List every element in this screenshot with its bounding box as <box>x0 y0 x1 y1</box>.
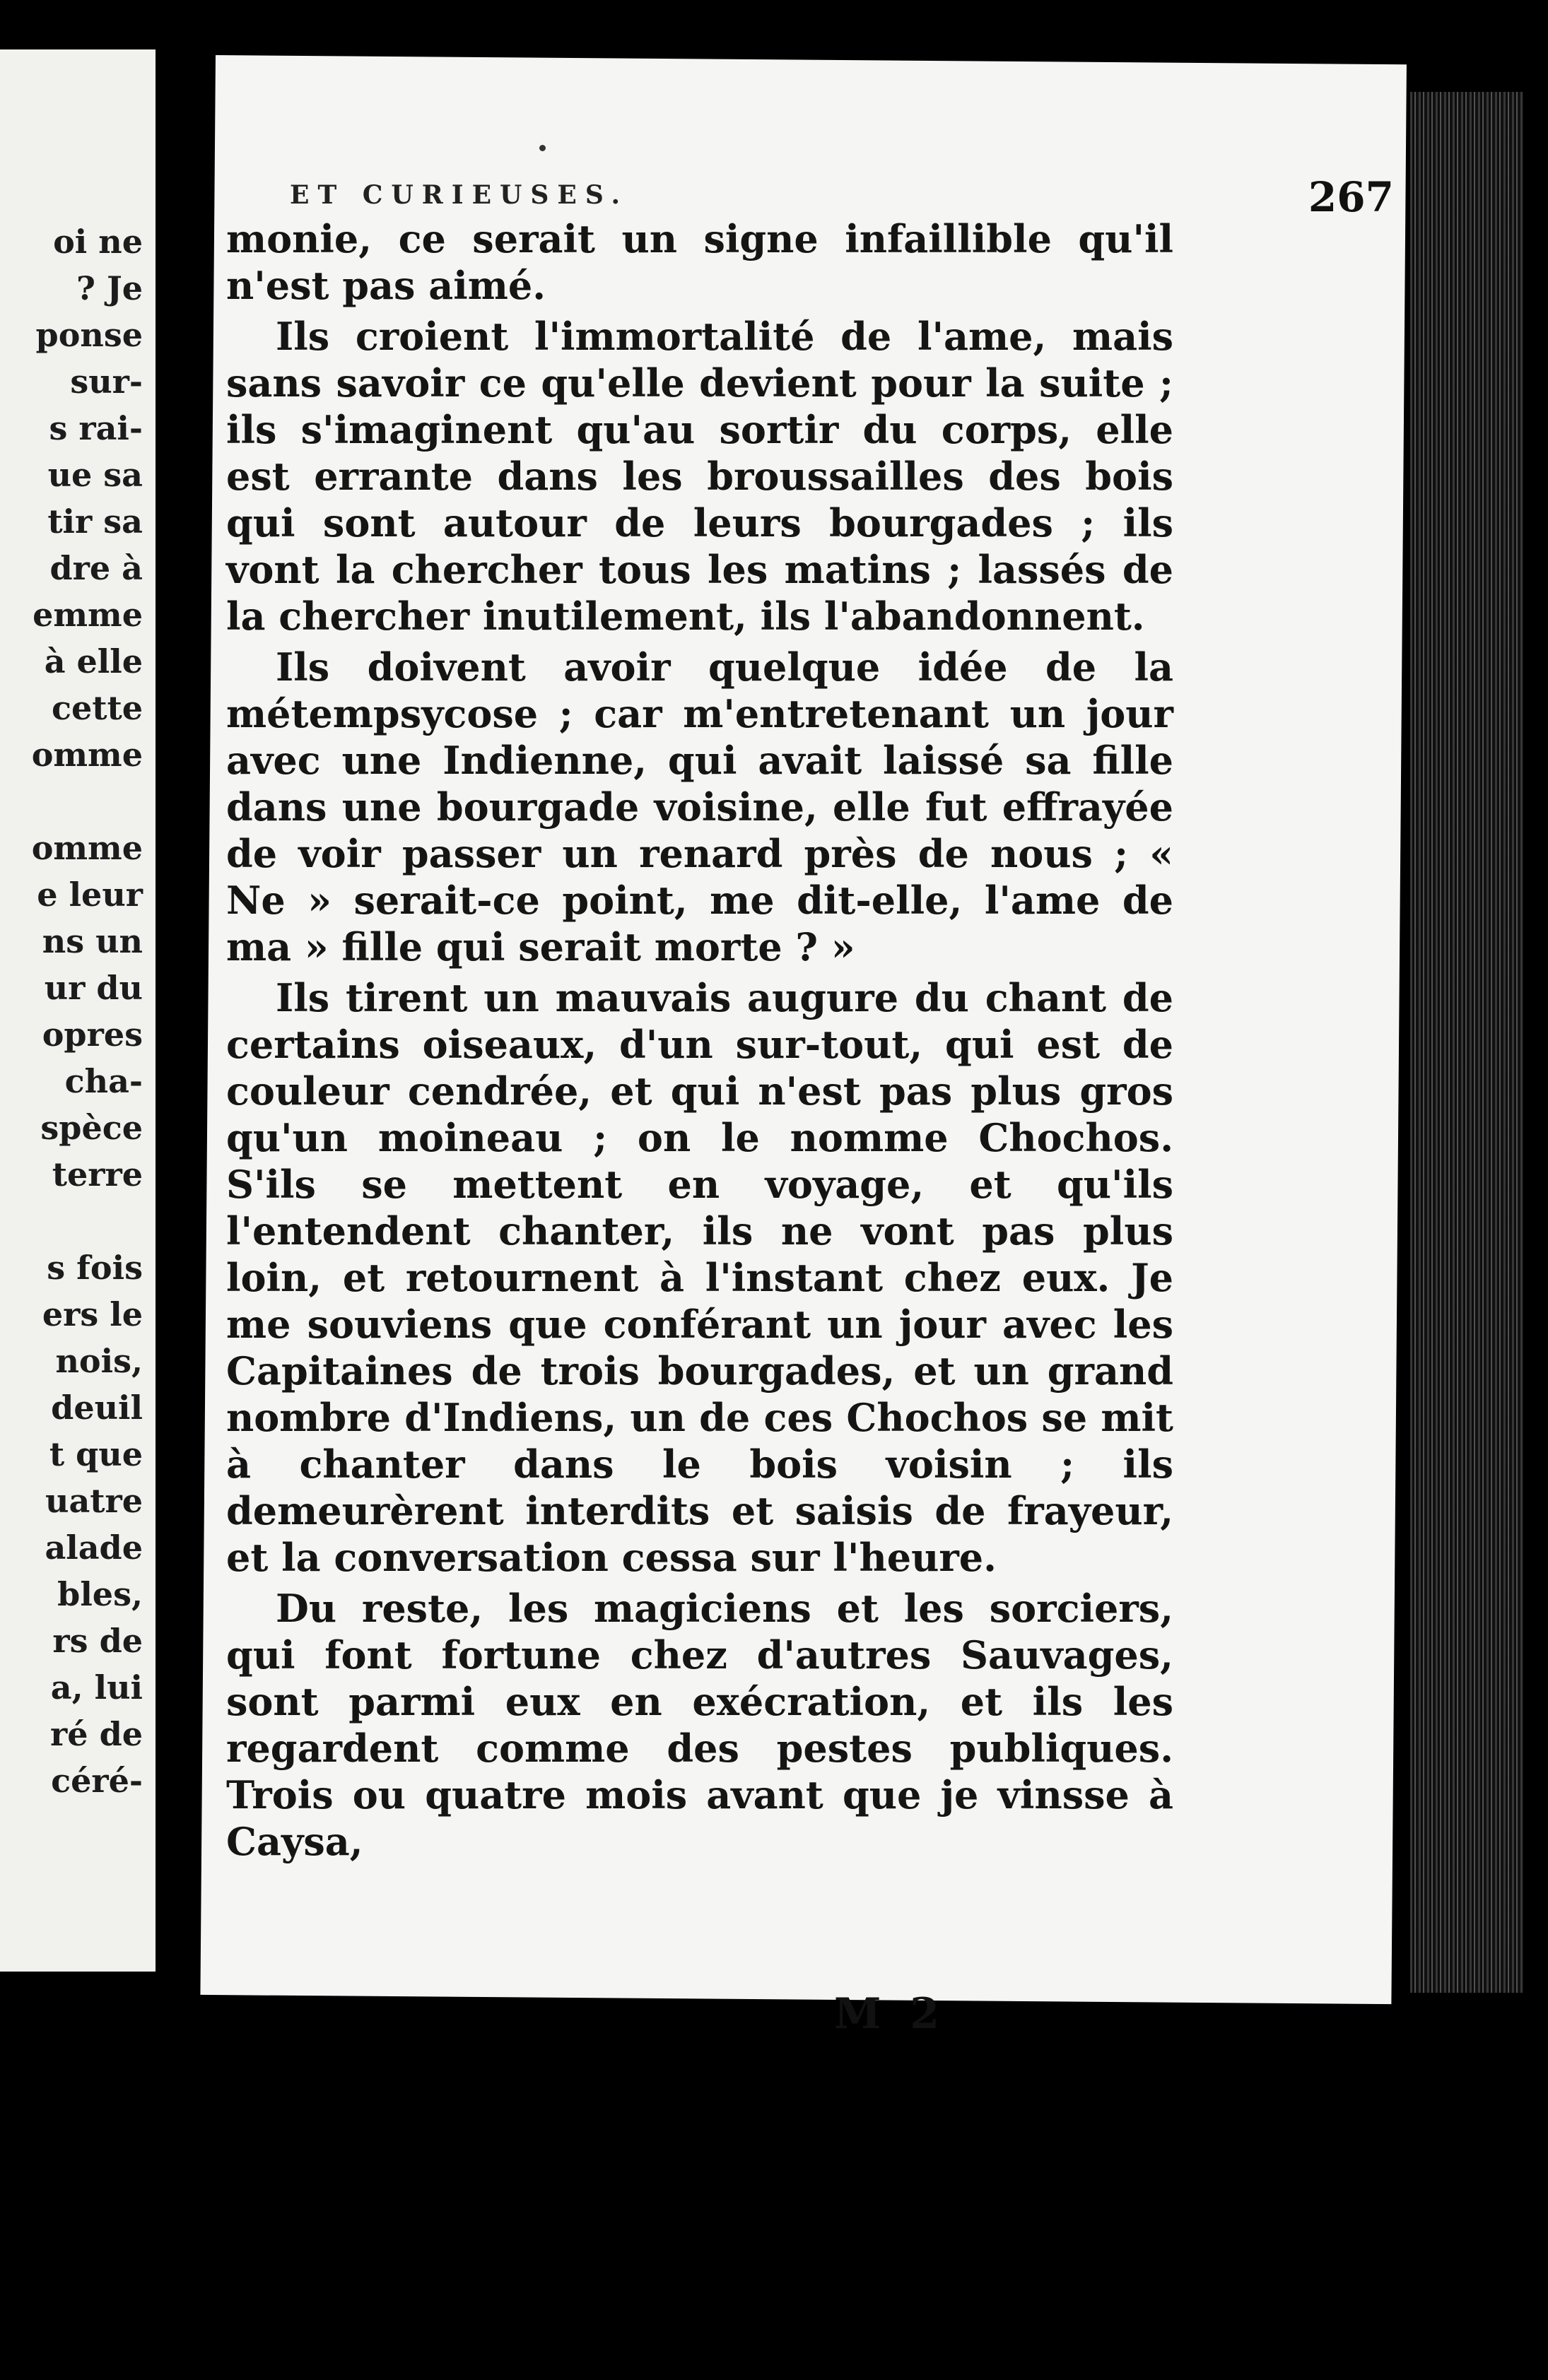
facing-page-fragment: deuil <box>51 1389 143 1427</box>
facing-page-fragment: sur- <box>70 363 143 401</box>
facing-page-fragment: omme <box>31 829 143 867</box>
paragraph: monie, ce serait un signe infaillible qu'il n'est pas aimé. <box>226 216 1173 308</box>
facing-page-fragment: opres <box>42 1015 143 1054</box>
facing-page-fragment: ue sa <box>47 456 143 494</box>
page-mark <box>539 145 546 151</box>
facing-page-fragment: cha- <box>64 1062 143 1100</box>
facing-page-fragment: emme <box>33 596 143 634</box>
facing-page-fragment: s fois <box>47 1249 143 1287</box>
body-text <box>226 216 1173 1869</box>
facing-page-fragment: alade <box>45 1528 143 1567</box>
facing-page-fragment: s rai- <box>49 409 143 447</box>
facing-page-fragment: rs de <box>52 1622 143 1660</box>
facing-page <box>0 49 156 1972</box>
facing-page-fragment: omme <box>31 736 143 774</box>
book-page-edges <box>1410 92 1523 1993</box>
facing-page-fragment: ers le <box>42 1295 143 1333</box>
facing-page-fragment: ? Je <box>76 269 143 307</box>
facing-page-fragment: à elle <box>44 642 143 681</box>
facing-page-fragment: cette <box>51 689 143 727</box>
facing-page-fragment: ponse <box>35 316 143 354</box>
facing-page-fragment: céré- <box>51 1762 143 1800</box>
facing-page-fragment: oi ne <box>53 223 143 261</box>
paragraph: Ils croient l'immortalité de l'ame, mais sans savoir ce qu'elle devient pour la suite ; ils s'imaginent qu'au sortir du corps, elle est errante dans les broussailles des bois qui sont autour de leurs bourgades ; ils vont la chercher tous les matins ; lassés de la chercher inutilement, ils l'abandonnent. <box>226 314 1173 639</box>
facing-page-fragment: a, lui <box>50 1668 143 1707</box>
facing-page-fragment: ur du <box>44 969 143 1007</box>
signature-mark: M 2 <box>834 1989 947 2039</box>
running-head: ET CURIEUSES. <box>290 180 629 210</box>
facing-page-fragment: t que <box>49 1435 143 1473</box>
facing-page-fragment: terre <box>52 1155 143 1194</box>
paragraph: Ils doivent avoir quelque idée de la métempsycose ; car m'entretenant un jour avec une Indienne, qui avait laissé sa fille dans une bourgade voisine, elle fut effrayée de voir passer un renard près de nous ; « Ne » serait-ce point, me dit-elle, l'ame de ma » fille qui serait morte ? » <box>226 644 1173 970</box>
facing-page-fragment: ns un <box>42 922 143 960</box>
facing-page-fragment: spèce <box>40 1109 143 1147</box>
facing-page-fragment: e leur <box>37 876 143 914</box>
facing-page-fragment: tir sa <box>47 502 143 541</box>
facing-page-fragment: nois, <box>55 1342 143 1380</box>
facing-page-fragment: ré de <box>50 1715 143 1753</box>
facing-page-fragment: uatre <box>45 1482 143 1520</box>
paragraph: Ils tirent un mauvais augure du chant de certains oiseaux, d'un sur-tout, qui est de couleur cendrée, et qui n'est pas plus gros qu'un moineau ; on le nomme Chochos. S'ils se mettent en voyage, et qu'ils l'entendent chanter, ils ne vont pas plus loin, et retournent à l'instant chez eux. Je me souviens que conférant un jour avec les Capitaines de trois bourgades, et un grand nombre d'Indiens, un de ces Chochos se mit à chanter dans le bois voisin ; ils demeurèrent interdits et saisis de frayeur, et la conversation cessa sur l'heure. <box>226 975 1173 1580</box>
facing-page-fragment: dre à <box>49 549 143 587</box>
page-number: 267 <box>1308 173 1394 221</box>
facing-page-fragment: bles, <box>57 1575 143 1613</box>
paragraph: Du reste, les magiciens et les sorciers, qui font fortune chez d'autres Sauvages, sont parmi eux en exécration, et ils les regardent comme des pestes publiques. Trois ou quatre mois avant que je vinsse à Caysa, <box>226 1586 1173 1864</box>
